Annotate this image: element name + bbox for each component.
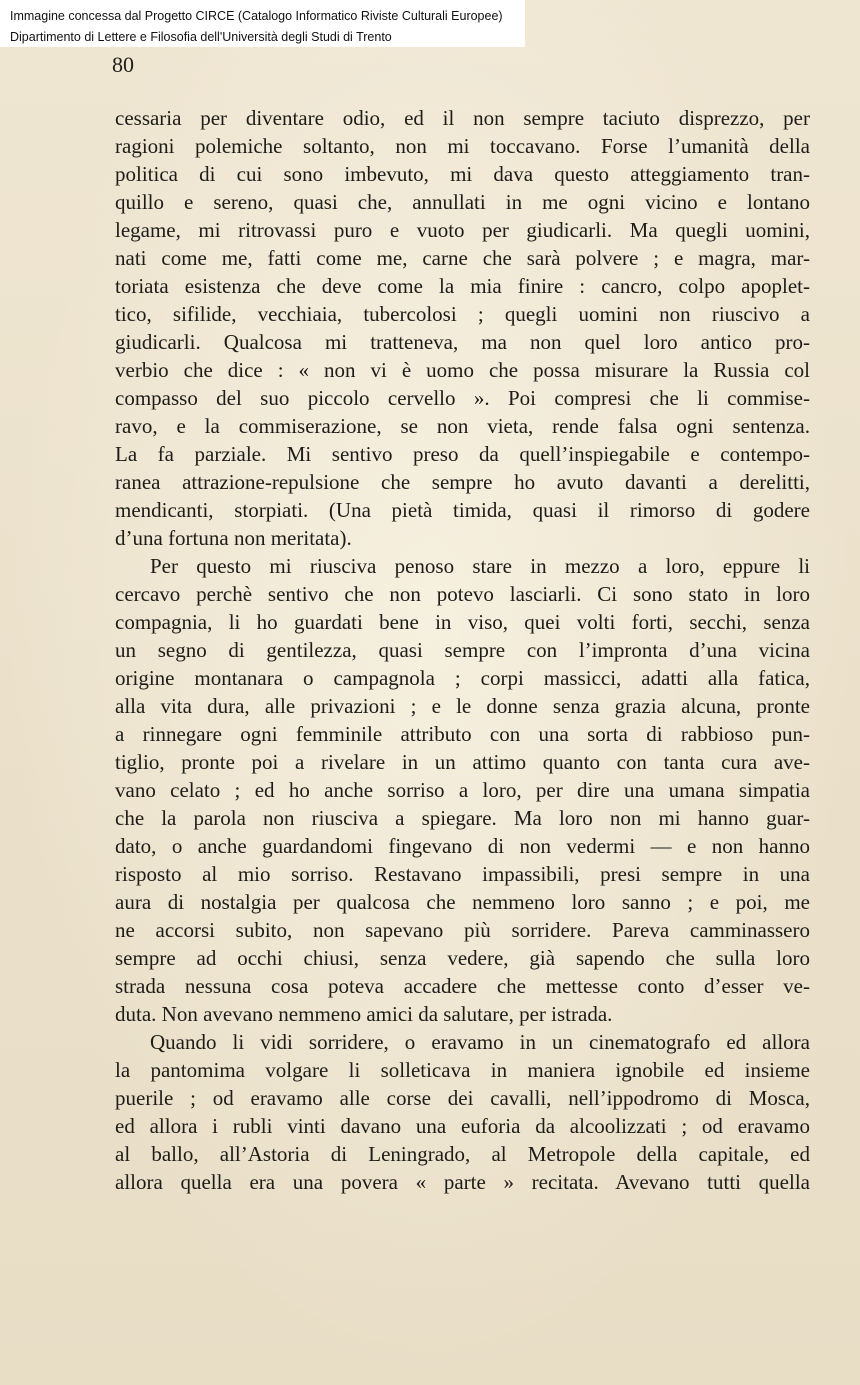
text-line: aura di nostalgia per qualcosa che nemmeno loro sanno ; e poi, me — [115, 890, 810, 914]
text-line: alla vita dura, alle privazioni ; e le donne senza grazia alcuna, pronte — [115, 694, 810, 718]
text-line: politica di cui sono imbevuto, mi dava questo atteggiamento tran- — [115, 162, 810, 186]
text-line: giudicarli. Qualcosa mi tratteneva, ma non quel loro antico pro- — [115, 330, 810, 354]
text-line: che la parola non riusciva a spiegare. Ma loro non mi hanno guar- — [115, 806, 810, 830]
text-line: risposto al mio sorriso. Restavano impassibili, presi sempre in una — [115, 862, 810, 886]
text-line: a rinnegare ogni femminile attributo con una sorta di rabbioso pun- — [115, 722, 810, 746]
credit-line-1: Immagine concessa dal Progetto CIRCE (Catalogo Informatico Riviste Culturali Europee) — [10, 9, 503, 23]
text-line: legame, mi ritrovassi puro e vuoto per giudicarli. Ma quegli uomini, — [115, 218, 810, 242]
text-line: verbio che dice : « non vi è uomo che possa misurare la Russia col — [115, 358, 810, 382]
text-line: allora quella era una povera « parte » recitata. Avevano tutti quella — [115, 1170, 810, 1194]
text-line: compagnia, li ho guardati bene in viso, quei volti forti, secchi, senza — [115, 610, 810, 634]
text-line: mendicanti, storpiati. (Una pietà timida, quasi il rimorso di godere — [115, 498, 810, 522]
credit-line-2: Dipartimento di Lettere e Filosofia dell'Università degli Studi di Trento — [10, 30, 392, 44]
text-line: cessaria per diventare odio, ed il non sempre taciuto disprezzo, per — [115, 106, 810, 130]
text-line: nati come me, fatti come me, carne che sarà polvere ; e magra, mar- — [115, 246, 810, 270]
text-line: ne accorsi subito, non sapevano più sorridere. Pareva camminassero — [115, 918, 810, 942]
text-line: puerile ; od eravamo alle corse dei cavalli, nell’ippodromo di Mosca, — [115, 1086, 810, 1110]
text-line: ranea attrazione-repulsione che sempre ho avuto davanti a derelitti, — [115, 470, 810, 494]
text-line: d’una fortuna non meritata). — [115, 526, 352, 550]
text-line: compasso del suo piccolo cervello ». Poi compresi che li commise- — [115, 386, 810, 410]
text-line: tico, sifilide, vecchiaia, tubercolosi ; quegli uomini non riuscivo a — [115, 302, 810, 326]
text-line: cercavo perchè sentivo che non potevo lasciarli. Ci sono stato in loro — [115, 582, 810, 606]
text-line: al ballo, all’Astoria di Leningrado, al Metropole della capitale, ed — [115, 1142, 810, 1166]
text-line: ed allora i rubli vinti davano una euforia da alcoolizzati ; od eravamo — [115, 1114, 810, 1138]
text-line: ragioni polemiche soltanto, non mi toccavano. Forse l’umanità della — [115, 134, 810, 158]
text-line: La fa parziale. Mi sentivo preso da quell’inspiegabile e contempo- — [115, 442, 810, 466]
text-line: vano celato ; ed ho anche sorriso a loro, per dire una umana simpatia — [115, 778, 810, 802]
image-credit-banner — [0, 0, 525, 47]
body-text — [115, 104, 810, 1196]
page-number: 80 — [112, 52, 134, 77]
text-line: quillo e sereno, quasi che, annullati in me ogni vicino e lontano — [115, 190, 810, 214]
paragraph-start-line: Quando li vidi sorridere, o eravamo in un cinematografo ed allora — [150, 1030, 810, 1054]
text-line: dato, o anche guardandomi fingevano di non vedermi — e non hanno — [115, 834, 810, 858]
text-line: ravo, e la commiserazione, se non vieta, rende falsa ogni sentenza. — [115, 414, 810, 438]
text-line: origine montanara o campagnola ; corpi massicci, adatti alla fatica, — [115, 666, 810, 690]
text-line: sempre ad occhi chiusi, senza vedere, già sapendo che sulla loro — [115, 946, 810, 970]
paragraph-start-line: Per questo mi riusciva penoso stare in mezzo a loro, eppure li — [150, 554, 810, 578]
text-line: duta. Non avevano nemmeno amici da salutare, per istrada. — [115, 1002, 613, 1026]
text-line: la pantomima volgare li solleticava in maniera ignobile ed insieme — [115, 1058, 810, 1082]
text-line: strada nessuna cosa poteva accadere che mettesse conto d’esser ve- — [115, 974, 810, 998]
text-line: un segno di gentilezza, quasi sempre con l’impronta d’una vicina — [115, 638, 810, 662]
text-line: toriata esistenza che deve come la mia finire : cancro, colpo apoplet- — [115, 274, 810, 298]
text-line: tiglio, pronte poi a rivelare in un attimo quanto con tanta cura ave- — [115, 750, 810, 774]
